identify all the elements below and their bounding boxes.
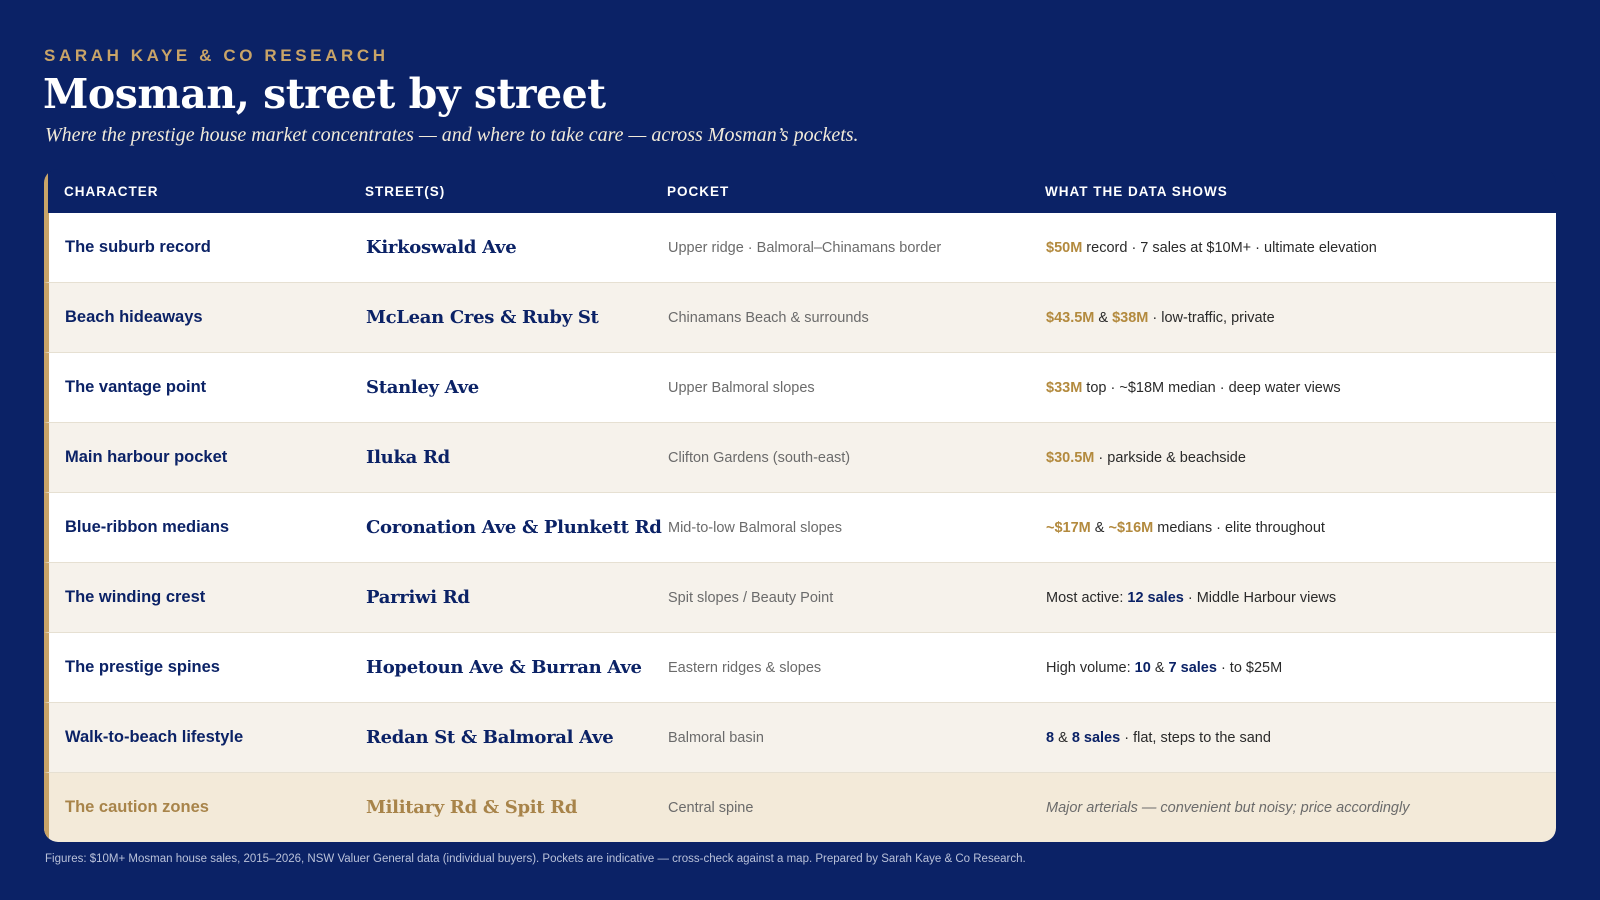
street-cell: Military Rd & Spit Rd bbox=[366, 797, 578, 818]
column-header-character: CHARACTER bbox=[64, 183, 159, 199]
character-cell: The prestige spines bbox=[65, 658, 220, 676]
pocket-cell: Upper Balmoral slopes bbox=[668, 379, 815, 396]
data-highlight: 8 sales bbox=[1071, 729, 1121, 746]
data-highlight: $33M bbox=[1046, 379, 1083, 396]
character-cell: The vantage point bbox=[65, 378, 207, 396]
pocket-cell: Chinamans Beach & surrounds bbox=[668, 309, 869, 326]
data-text: Most active: bbox=[1046, 589, 1128, 606]
data-highlight: $30.5M bbox=[1046, 449, 1095, 466]
data-cell bbox=[1046, 730, 1556, 746]
street-cell: McLean Cres & Ruby St bbox=[366, 307, 599, 328]
pocket-cell: Balmoral basin bbox=[668, 729, 764, 746]
character-cell: Walk-to-beach lifestyle bbox=[65, 728, 244, 746]
data-text: & bbox=[1150, 659, 1169, 676]
table-header bbox=[44, 169, 1556, 213]
data-cell bbox=[1046, 590, 1556, 606]
street-cell: Kirkoswald Ave bbox=[366, 237, 517, 258]
pocket-cell: Upper ridge · Balmoral–Chinamans border bbox=[668, 239, 942, 256]
pocket-cell: Spit slopes / Beauty Point bbox=[668, 589, 834, 606]
table-row bbox=[44, 213, 1556, 283]
research-eyebrow: SARAH KAYE & CO RESEARCH bbox=[44, 46, 389, 65]
data-text: Major arterials — convenient but noisy; price accordingly bbox=[1046, 799, 1410, 816]
street-cell: Parriwi Rd bbox=[366, 587, 470, 608]
data-text: & bbox=[1054, 729, 1072, 746]
data-cell bbox=[1046, 310, 1556, 326]
column-header-pocket: POCKET bbox=[667, 183, 730, 199]
data-highlight: 10 bbox=[1134, 659, 1151, 676]
data-text: · low-traffic, private bbox=[1148, 309, 1275, 326]
data-cell bbox=[1046, 660, 1556, 676]
pocket-cell: Mid-to-low Balmoral slopes bbox=[668, 519, 843, 536]
table-row bbox=[44, 353, 1556, 423]
table-row bbox=[44, 493, 1556, 563]
data-text: & bbox=[1094, 309, 1113, 326]
page-subtitle: Where the prestige house market concentrates — and where to take care — across Mosman’s pockets. bbox=[45, 124, 859, 146]
data-highlight: $43.5M bbox=[1046, 309, 1095, 326]
table-row-caution bbox=[44, 773, 1556, 842]
street-cell: Redan St & Balmoral Ave bbox=[366, 727, 614, 748]
data-highlight: ~$16M bbox=[1108, 519, 1154, 536]
street-cell: Coronation Ave & Plunkett Rd bbox=[366, 517, 662, 538]
character-cell: The suburb record bbox=[65, 238, 211, 256]
data-text: medians · elite throughout bbox=[1153, 519, 1325, 536]
data-highlight: $50M bbox=[1046, 239, 1083, 256]
table-row bbox=[44, 633, 1556, 703]
character-cell: Main harbour pocket bbox=[65, 448, 228, 466]
data-highlight: 12 sales bbox=[1127, 589, 1184, 606]
streets-table bbox=[44, 169, 1556, 842]
character-cell: Beach hideaways bbox=[65, 308, 203, 326]
pocket-cell: Central spine bbox=[668, 799, 754, 816]
pocket-cell: Eastern ridges & slopes bbox=[668, 659, 822, 676]
data-highlight: 8 bbox=[1046, 729, 1055, 746]
table-row bbox=[44, 563, 1556, 633]
data-cell bbox=[1046, 800, 1556, 816]
data-text: · to $25M bbox=[1216, 659, 1283, 676]
street-cell: Iluka Rd bbox=[366, 447, 450, 468]
data-cell bbox=[1046, 520, 1556, 536]
data-highlight: ~$17M bbox=[1046, 519, 1091, 536]
street-cell: Hopetoun Ave & Burran Ave bbox=[366, 657, 642, 678]
data-text: top · ~$18M median · deep water views bbox=[1082, 379, 1341, 396]
pocket-cell: Clifton Gardens (south-east) bbox=[668, 449, 851, 466]
data-text: & bbox=[1090, 519, 1109, 536]
column-header-data: WHAT THE DATA SHOWS bbox=[1045, 183, 1228, 199]
data-cell bbox=[1046, 380, 1556, 396]
character-cell: The caution zones bbox=[65, 798, 209, 816]
data-cell bbox=[1046, 450, 1556, 466]
table-body bbox=[44, 213, 1556, 842]
table-row bbox=[44, 283, 1556, 353]
table-row bbox=[44, 703, 1556, 773]
street-cell: Stanley Ave bbox=[366, 377, 479, 398]
data-text: · parkside & beachside bbox=[1094, 449, 1246, 466]
data-highlight: 7 sales bbox=[1168, 659, 1217, 676]
character-cell: The winding crest bbox=[65, 588, 206, 606]
data-text: High volume: bbox=[1046, 659, 1135, 676]
data-text: · Middle Harbour views bbox=[1183, 589, 1337, 606]
data-text: · flat, steps to the sand bbox=[1120, 729, 1271, 746]
character-cell: Blue-ribbon medians bbox=[65, 518, 230, 536]
data-text: record · 7 sales at $10M+ · ultimate elevation bbox=[1082, 239, 1377, 256]
footnote: Figures: $10M+ Mosman house sales, 2015–2026, NSW Valuer General data (individual buyers). Pockets are indicative — cross-check against a map. Prepared by Sarah Kaye & Co Research. bbox=[45, 853, 1026, 865]
data-cell bbox=[1046, 240, 1556, 256]
page-title: Mosman, street by street bbox=[43, 70, 606, 118]
column-header-streets: STREET(S) bbox=[365, 183, 446, 199]
data-highlight: $38M bbox=[1112, 309, 1149, 326]
table-row bbox=[44, 423, 1556, 493]
